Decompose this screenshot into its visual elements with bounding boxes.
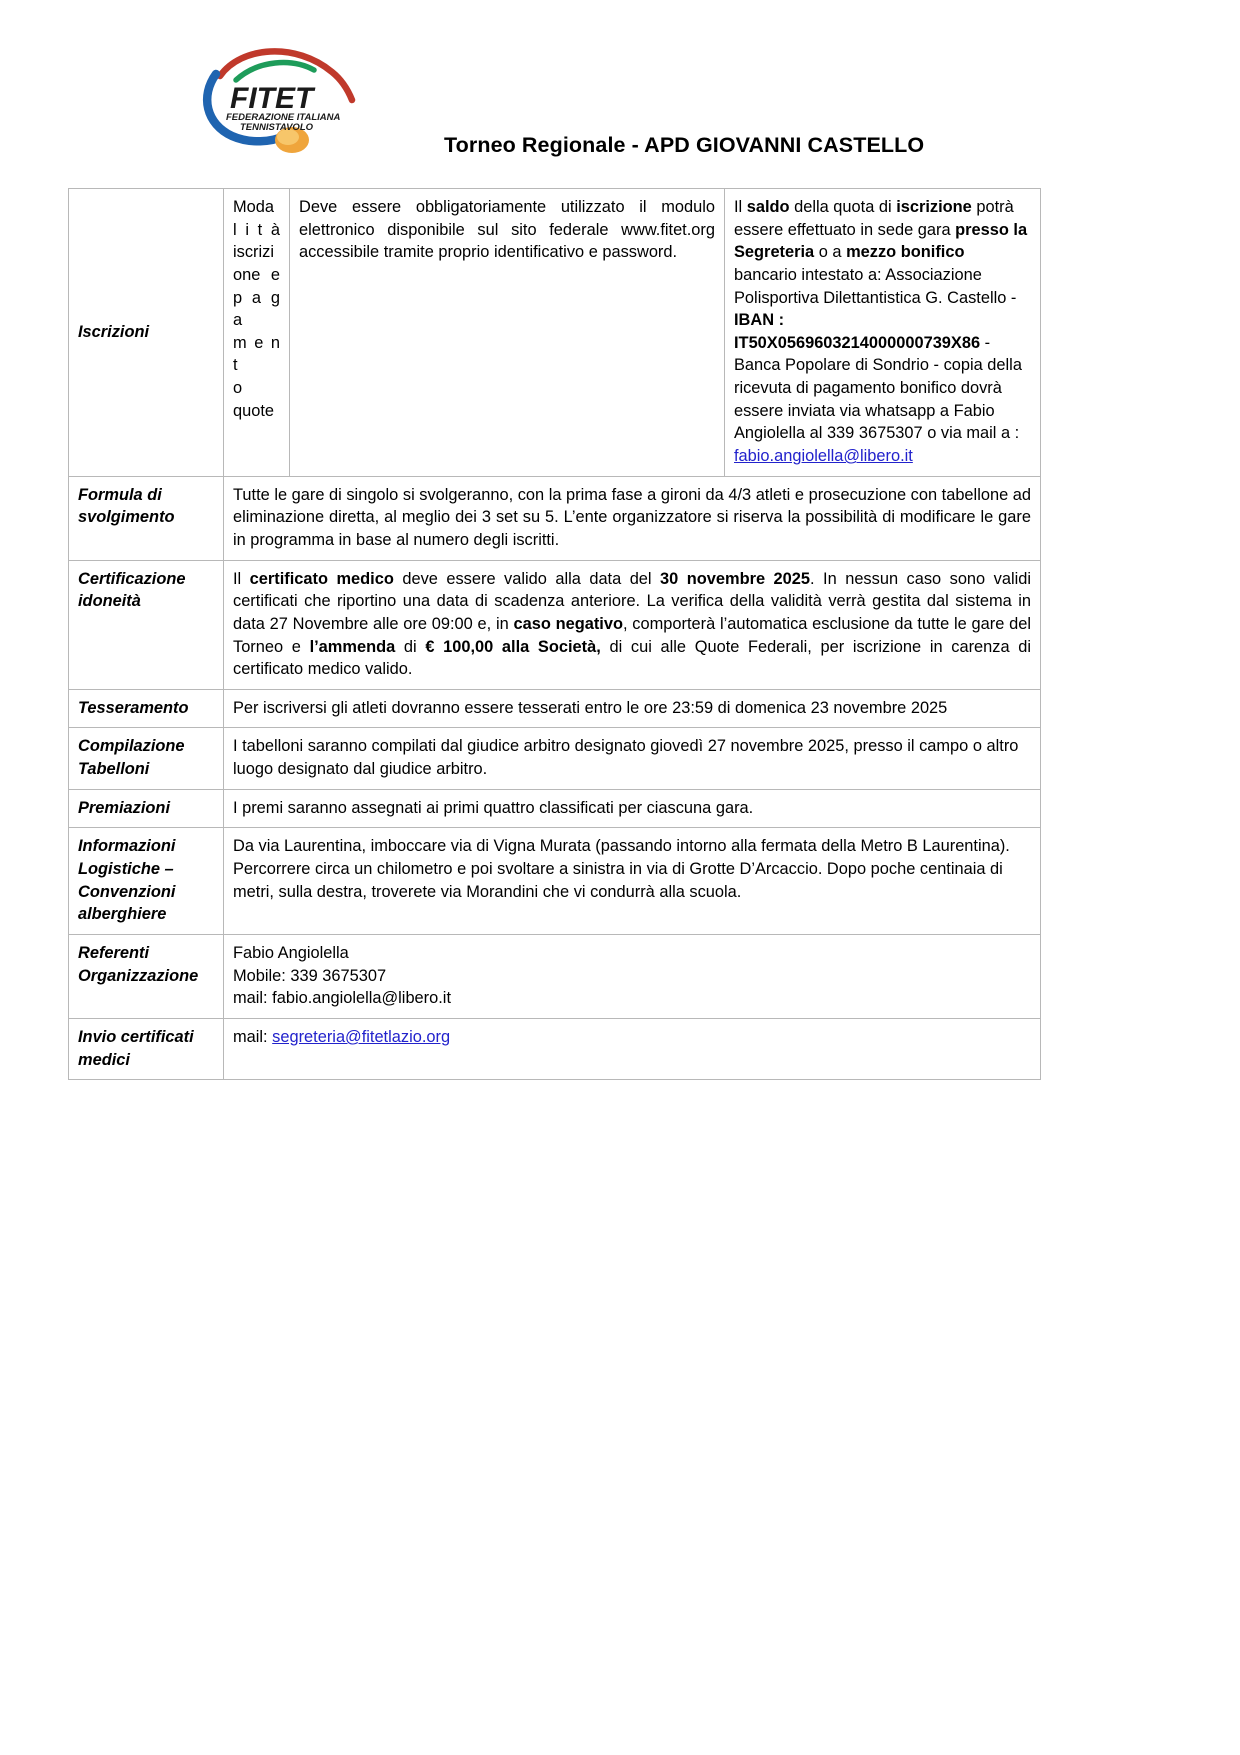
referente-mail: mail: fabio.angiolella@libero.it <box>233 989 451 1008</box>
row-label-tesseramento: Tesseramento <box>69 689 224 728</box>
row-label-logistiche: Informazioni Logistiche – Convenzioni alberghiere <box>69 828 224 935</box>
table-row <box>69 560 1041 689</box>
table-row <box>69 934 1041 1018</box>
sublabel-part: iscrizi <box>233 243 274 262</box>
table-row <box>69 789 1041 828</box>
sublabel-part: l i t à <box>233 220 280 239</box>
email-link-segreteria[interactable]: segreteria@fitetlazio.org <box>272 1027 451 1046</box>
sublabel-part: Moda <box>233 198 275 216</box>
certificazione-rich-text: Il certificato medico deve essere valido alla data del 30 novembre 2025. In nessun caso sono validi certificati che riportino una data di scadenza anteriore. La verifica della validità verrà gestita dal sistema in data 27 Novembre alle ore 09:00 e, in caso negativo, comporterà l’automatica esclusione da tutte le gare del Torneo e l’ammenda di € 100,00 alla Società, di cui alle Quote Federali, per iscrizione in carenza di certificato medico valido. <box>233 569 1031 679</box>
row-text-logistiche: Da via Laurentina, imboccare via di Vigna Murata (passando intorno alla fermata della Metro B Laurentina). Percorrere circa un chilometro e poi svoltare a sinistra in via di Grotte D’Arcaccio. Dopo poche centinaia di metri, sulla destra, troverete via Morandini che vi condurrà alla scuola. <box>224 828 1041 935</box>
row-label-referenti: Referenti Organizzazione <box>69 934 224 1018</box>
email-link-fabio[interactable]: fabio.angiolella@libero.it <box>734 447 913 466</box>
table-row <box>69 189 1041 477</box>
sublabel-part: quote <box>233 401 275 420</box>
document-header <box>0 0 1240 165</box>
row-sublabel-modalita <box>224 189 290 477</box>
row-text-formula: Tutte le gare di singolo si svolgeranno, con la prima fase a gironi da 4/3 atleti e prosecuzione con tabellone ad eliminazione diretta, al meglio dei 3 set su 5. L’ente organizzatore si riserva la possibilità di modificare le gare in programma in base al numero degli iscritti. <box>224 476 1041 560</box>
row-text-invio-certificati <box>224 1018 1041 1079</box>
table-row <box>69 689 1041 728</box>
logo-subtitle-line2: TENNISTAVOLO <box>240 122 314 133</box>
sublabel-part: o <box>233 379 243 398</box>
row-text-iscrizioni-pagamento <box>725 189 1041 477</box>
sublabel-part: m e n t <box>233 333 280 375</box>
table-row <box>69 1018 1041 1079</box>
table-row <box>69 728 1041 789</box>
row-label-formula: Formula di svolgimento <box>69 476 224 560</box>
row-text-iscrizioni-modulo: Deve essere obbligatoriamente utilizzato il modulo elettronico disponibile sul sito federale www.fitet.org accessibile tramite proprio identificativo e password. <box>290 189 725 477</box>
page-title: Torneo Regionale - APD GIOVANNI CASTELLO <box>444 133 925 157</box>
sublabel-part: p a g a <box>233 288 280 330</box>
tournament-info-table <box>68 188 1041 1080</box>
referente-name: Fabio Angiolella <box>233 943 349 962</box>
row-text-referenti <box>224 934 1041 1018</box>
row-text-tesseramento: Per iscriversi gli atleti dovranno essere tesserati entro le ore 23:59 di domenica 23 novembre 2025 <box>224 689 1041 728</box>
payment-rich-text: Il saldo della quota di iscrizione potrà essere effettuato in sede gara presso la Segreteria o a mezzo bonifico bancario intestato a: Associazione Polisportiva Dilettantistica G. Castello - IBAN : IT50X0569603214000000739X86 - Banca Popolare di Sondrio - copia della ricevuta di pagamento bonifico dovrà essere inviata via whatsapp a Fabio Angiolella al 339 3675307 o via mail a : <box>734 198 1028 443</box>
row-label-certificazione: Certificazione idoneità <box>69 560 224 689</box>
row-label-compilazione: Compilazione Tabelloni <box>69 728 224 789</box>
row-label-premiazioni: Premiazioni <box>69 789 224 828</box>
mail-prefix: mail: <box>233 1027 273 1046</box>
table-row <box>69 828 1041 935</box>
row-text-certificazione <box>224 560 1041 689</box>
logo-wordmark: FITET <box>230 82 314 115</box>
table-row <box>69 476 1041 560</box>
row-label-invio-certificati: Invio certificati medici <box>69 1018 224 1079</box>
sublabel-part: one e <box>233 265 280 284</box>
row-text-compilazione: I tabelloni saranno compilati dal giudice arbitro designato giovedì 27 novembre 2025, presso il campo o altro luogo designato dal giudice arbitro. <box>224 728 1041 789</box>
referente-mobile: Mobile: 339 3675307 <box>233 966 387 985</box>
row-label-iscrizioni: Iscrizioni <box>69 189 224 477</box>
logo-subtitle-line1: FEDERAZIONE ITALIANA <box>226 112 341 123</box>
fitet-logo <box>196 38 371 153</box>
row-text-premiazioni: I premi saranno assegnati ai primi quattro classificati per ciascuna gara. <box>224 789 1041 828</box>
